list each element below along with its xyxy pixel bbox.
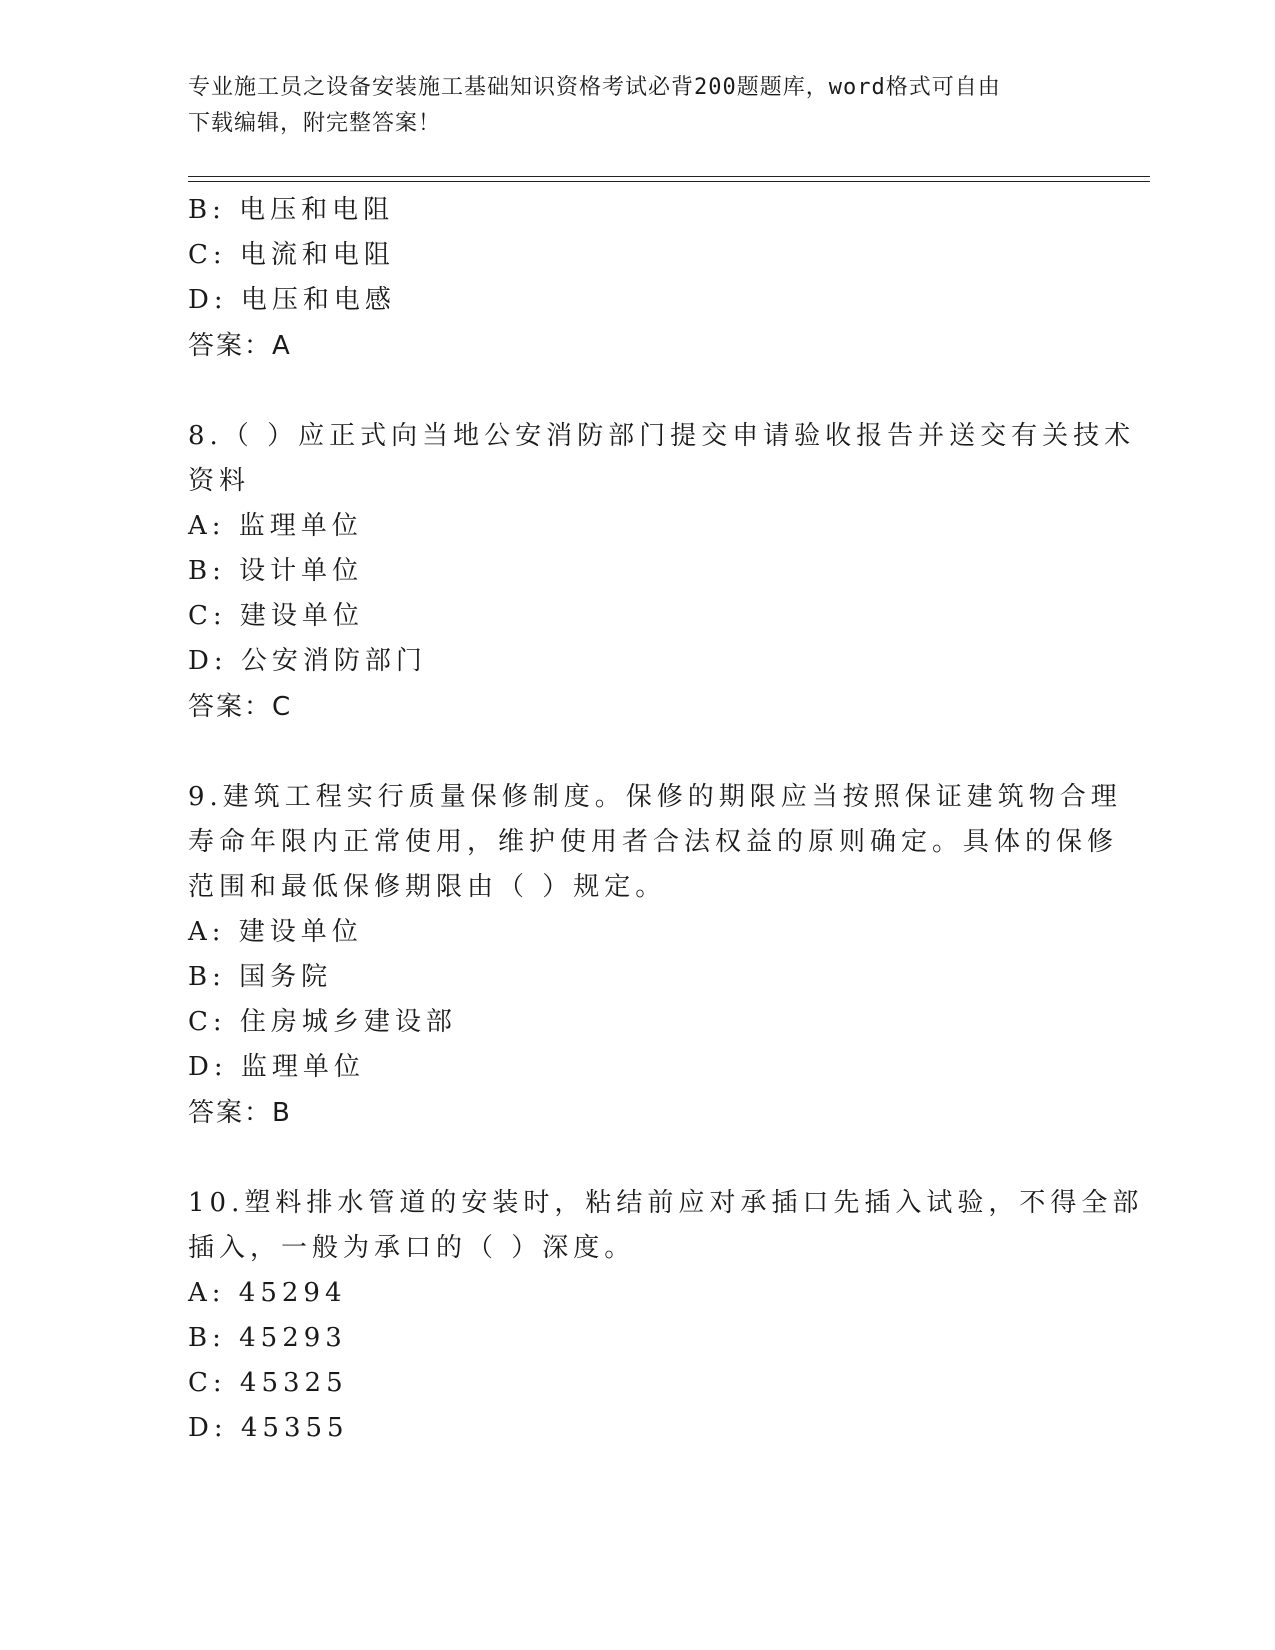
question-8-text-line-2: 资料 (188, 466, 251, 496)
question-9-option-d: D: 监理单位 (188, 1052, 365, 1082)
question-9-option-c: C: 住房城乡建设部 (188, 1007, 457, 1037)
question-9-text-line-3: 范围和最低保修期限由（ ）规定。 (188, 872, 667, 902)
header-divider-top (188, 176, 1150, 177)
question-8-answer: 答案：C (188, 692, 293, 722)
question-10-text-line-1: 10.塑料排水管道的安装时，粘结前应对承插口先插入试验，不得全部 (188, 1188, 1144, 1218)
question-10-option-c: C: 45325 (188, 1368, 348, 1398)
question-10-text-line-2: 插入，一般为承口的（ ）深度。 (188, 1233, 636, 1263)
header-line-1: 专业施工员之设备安装施工基础知识资格考试必背200题题库，word格式可自由 (188, 75, 1001, 100)
question-9-text-line-2: 寿命年限内正常使用，维护使用者合法权益的原则确定。具体的保修 (188, 827, 1119, 857)
document-header (188, 70, 1088, 142)
header-line-2: 下载编辑，附完整答案！ (188, 111, 442, 136)
question-8-option-c: C: 建设单位 (188, 601, 364, 631)
option-c: C: 电流和电阻 (188, 240, 395, 270)
question-8-option-a: A: 监理单位 (188, 511, 363, 541)
answer-line: 答案：A (188, 331, 292, 361)
question-9-answer: 答案：B (188, 1098, 292, 1128)
option-d: D: 电压和电感 (188, 285, 396, 315)
question-10-option-d: D: 45355 (188, 1413, 349, 1443)
question-8-text-line-1: 8.（ ）应正式向当地公安消防部门提交申请验收报告并送交有关技术 (188, 421, 1136, 451)
question-8-option-b: B: 设计单位 (188, 556, 364, 586)
option-b: B: 电压和电阻 (188, 195, 395, 225)
question-9-option-a: A: 建设单位 (188, 917, 363, 947)
question-10-option-b: B: 45293 (188, 1323, 347, 1353)
question-9-option-b: B: 国务院 (188, 962, 333, 992)
question-9-text-line-1: 9.建筑工程实行质量保修制度。保修的期限应当按照保证建筑物合理 (188, 782, 1122, 812)
header-divider-bottom (188, 181, 1150, 182)
question-10-option-a: A: 45294 (188, 1278, 347, 1308)
question-8-option-d: D: 公安消防部门 (188, 646, 427, 676)
